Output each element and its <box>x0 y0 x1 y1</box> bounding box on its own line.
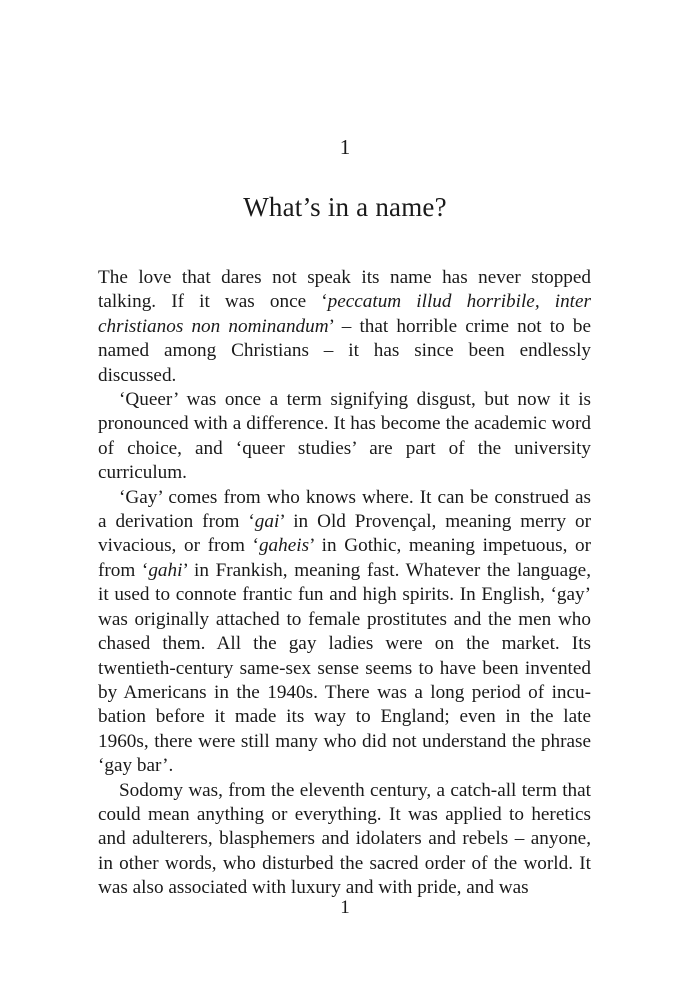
paragraph-1 <box>98 266 591 388</box>
paragraph-1-text-b: ’ – that horrible crime not to be named among Christians – it has since been endlessly discussed. <box>98 315 591 386</box>
paragraph-3-text-c: ’ in Gothic, meaning impetuous, or from ‘ <box>98 535 591 581</box>
paragraph-3 <box>98 486 591 779</box>
paragraph-3-text-d: ’ in Frankish, meaning fast. Whatever the language, it used to connote frantic fun and high spirits. In English, ‘gay’ was originally attached to female prostitutes and the men who chased them. All the gay ladies were on the market. Its twentieth-century same-sex sense seems to have been invented by Americans in the 1940s. There was a long period of incubation before it made its way to England; even in the late 1960s, there were still many who did not understand the phrase ‘gay bar’. <box>98 559 591 777</box>
word-gaheis: gaheis <box>258 535 310 557</box>
paragraph-2-text: ‘Queer’ was once a term signifying disgust, but now it is pronounced with a difference. It has become the academic word of choice, and ‘queer studies’ are part of the university curriculum. <box>98 389 591 484</box>
latin-phrase: peccatum illud horribile, inter christianos non nominandum <box>98 291 591 337</box>
word-gai: gai <box>254 511 280 533</box>
page-number: 1 <box>340 897 350 918</box>
paragraph-3-text-b: ’ in Old Provençal, meaning merry or vivacious, or from ‘ <box>98 511 591 557</box>
paragraph-1-text-a: The love that dares not speak its name has never stopped talking. If it was once ‘ <box>98 267 591 313</box>
chapter-title: What’s in a name? <box>243 192 447 222</box>
paragraph-2 <box>98 388 591 486</box>
paragraph-4 <box>98 779 591 901</box>
chapter-number: 1 <box>339 135 351 159</box>
word-gahi: gahi <box>148 559 183 581</box>
paragraph-3-text-a: ‘Gay’ comes from who knows where. It can be construed as a derivation from ‘ <box>98 486 591 533</box>
body-text <box>98 266 591 901</box>
paragraph-4-text: Sodomy was, from the eleventh century, a catch-all term that could mean anything or everything. It was applied to heretics and adulterers, blasphemers and idolaters and rebels – anyone, in other words, who disturbed the sacred order of the world. It was also associated with luxury and with pride, and was <box>98 779 591 899</box>
